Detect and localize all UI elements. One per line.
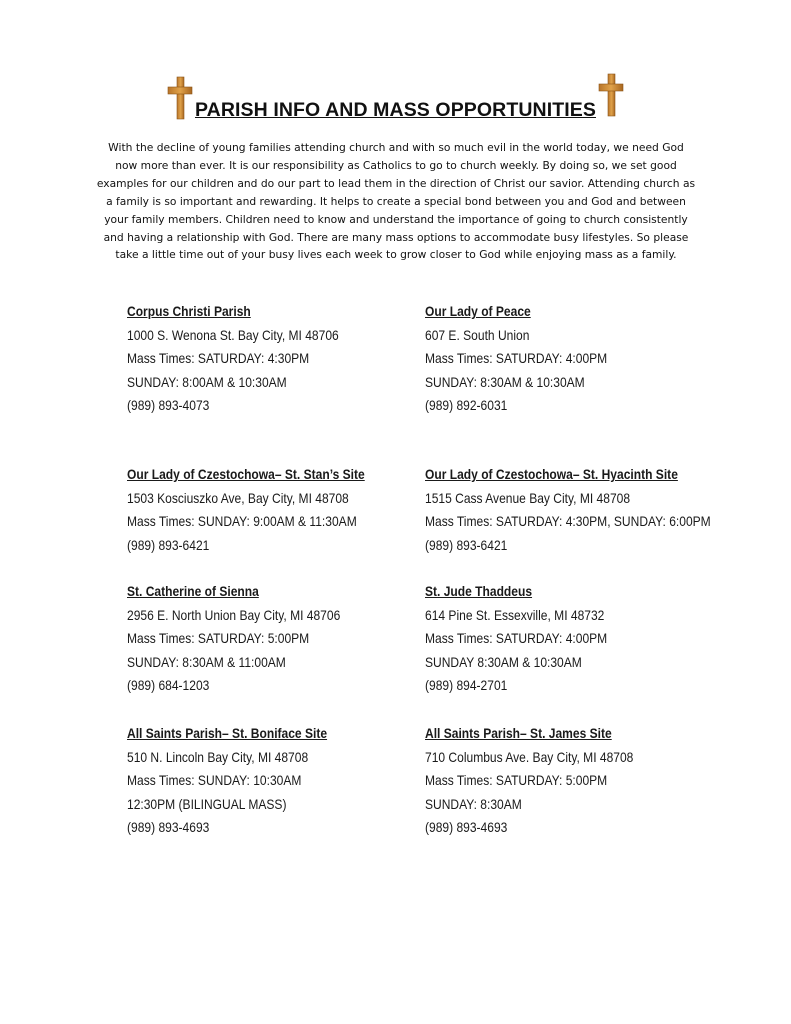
page-title: PARISH INFO AND MASS OPPORTUNITIES xyxy=(194,99,596,121)
mass-times: Mass Times: SATURDAY: 4:00PM xyxy=(425,350,608,366)
parish-name: All Saints Parish– St. Boniface Site xyxy=(127,725,328,741)
mass-times: Mass Times: SATURDAY: 5:00PM xyxy=(425,772,608,788)
parish-name: Our Lady of Czestochowa– St. Hyacinth Site xyxy=(425,466,678,482)
parish-name: Our Lady of Czestochowa– St. Stan’s Site xyxy=(127,466,365,482)
parish-phone: (989) 893-6421 xyxy=(127,536,210,553)
parish-name: St. Jude Thaddeus xyxy=(425,583,533,599)
parish-address: 614 Pine St. Essexville, MI 48732 xyxy=(425,606,605,623)
mass-times: Mass Times: SATURDAY: 4:30PM xyxy=(127,350,310,366)
parish-address: 1000 S. Wenona St. Bay City, MI 48706 xyxy=(127,326,339,343)
parish-phone: (989) 893-4693 xyxy=(425,819,508,835)
parish-block xyxy=(127,300,411,418)
mass-times: Mass Times: SATURDAY: 4:00PM xyxy=(425,630,608,646)
parish-phone: (989) 893-4073 xyxy=(127,397,210,413)
mass-times: SUNDAY 8:30AM & 10:30AM xyxy=(425,653,582,670)
mass-times: Mass Times: SATURDAY: 5:00PM xyxy=(127,630,310,646)
parish-phone: (989) 894-2701 xyxy=(425,677,508,693)
parish-block xyxy=(127,722,411,840)
parish-block xyxy=(425,463,709,557)
parish-address: 1515 Cass Avenue Bay City, MI 48708 xyxy=(425,489,631,506)
mass-times: Mass Times: SUNDAY: 10:30AM xyxy=(127,772,302,788)
parish-phone: (989) 893-4693 xyxy=(127,819,210,835)
parish-name: Corpus Christi Parish xyxy=(127,303,251,319)
parish-name: St. Catherine of Sienna xyxy=(127,583,259,599)
mass-times: SUNDAY: 8:30AM xyxy=(425,795,522,812)
mass-times: Mass Times: SATURDAY: 4:30PM, SUNDAY: 6:00PM xyxy=(425,513,711,529)
mass-times: 12:30PM (BILINGUAL MASS) xyxy=(127,795,287,812)
mass-times: Mass Times: SUNDAY: 9:00AM & 11:30AM xyxy=(127,513,357,529)
parish-address: 607 E. South Union xyxy=(425,326,530,343)
parish-phone: (989) 893-6421 xyxy=(425,536,508,553)
mass-times: SUNDAY: 8:30AM & 10:30AM xyxy=(425,373,585,390)
parish-block xyxy=(425,722,709,840)
parish-name: Our Lady of Peace xyxy=(425,303,531,319)
intro-paragraph: With the decline of young families attending church and with so much evil in the world today, we need God now more than ever. It is our responsibility as Catholics to go to church weekly. By doing so, we set good examples for our children and do our part to lead them in the direction of Christ our savior. Attending church as a family is so important and rewarding. It helps to create a special bond between you and God and between your family members. Children need to know and understand the importance of going to church consistently and having a relationship with God. There are many mass options to accommodate busy lifestyles. So please take a little time out of your busy lives each week to grow closer to God while enjoying mass as a family. xyxy=(96,141,696,262)
parish-address: 1503 Kosciuszko Ave, Bay City, MI 48708 xyxy=(127,489,349,506)
parish-block xyxy=(127,580,411,698)
parish-address: 510 N. Lincoln Bay City, MI 48708 xyxy=(127,748,309,765)
parish-address: 2956 E. North Union Bay City, MI 48706 xyxy=(127,606,341,623)
mass-times: SUNDAY: 8:30AM & 11:00AM xyxy=(127,653,286,670)
parish-block xyxy=(127,463,411,557)
parish-phone: (989) 892-6031 xyxy=(425,397,508,413)
mass-times: SUNDAY: 8:00AM & 10:30AM xyxy=(127,373,287,390)
parish-block xyxy=(425,580,709,698)
parish-block xyxy=(425,300,709,418)
parish-address: 710 Columbus Ave. Bay City, MI 48708 xyxy=(425,748,634,765)
parish-name: All Saints Parish– St. James Site xyxy=(425,725,612,741)
parish-phone: (989) 684-1203 xyxy=(127,677,210,693)
